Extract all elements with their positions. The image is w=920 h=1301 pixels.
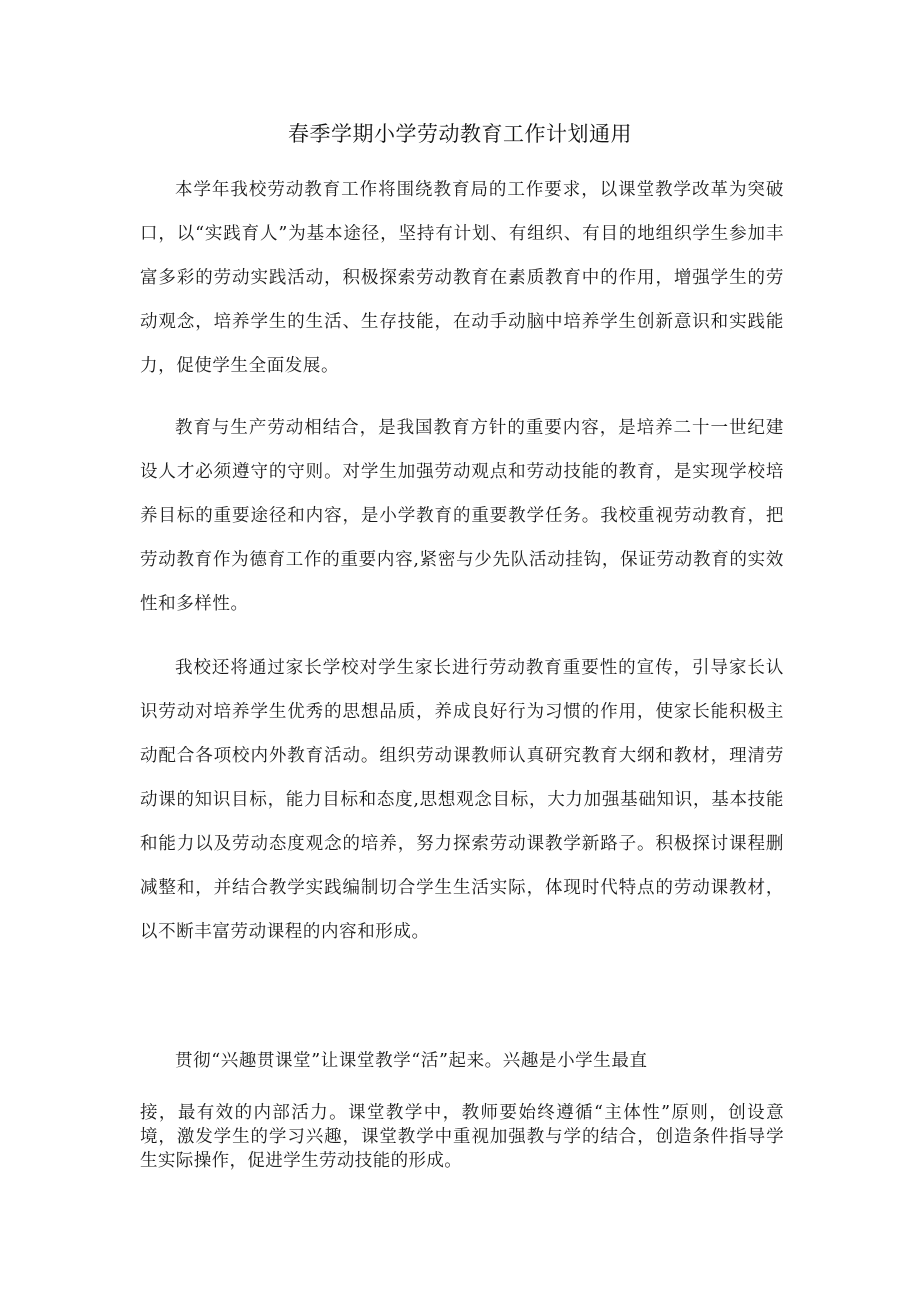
- paragraph-3: 我校还将通过家长学校对学生家长进行劳动教育重要性的宣传，引导家长认识劳动对培养学生优秀的思想品质，养成良好行为习惯的作用，使家长能积极主动配合各项校内外教育活动。组织劳动课教师认真研究教育大纲和教材，理清劳动课的知识目标，能力目标和态度,思想观念目标，大力加强基础知识，基本技能和能力以及劳动态度观念的培养，努力探索劳动课教学新路子。积极探讨课程删减整和，并结合教学实践编制切合学生生活实际，体现时代特点的劳动课教材，以不断丰富劳动课程的内容和形成。: [140, 658, 784, 942]
- paragraph-5: 接，最有效的内部活力。课堂教学中，教师要始终遵循“主体性”原则，创设意境，激发学生的学习兴趣，课堂教学中重视加强教与学的结合，创造条件指导学生实际操作，促进学生劳动技能的形成。: [140, 1103, 784, 1171]
- paragraph-1: 本学年我校劳动教育工作将围绕教育局的工作要求，以课堂教学改革为突破口，以“实践育人”为基本途径，坚持有计划、有组织、有目的地组织学生参加丰富多彩的劳动实践活动，积极探索劳动教育在素质教育中的作用，增强学生的劳动观念，培养学生的生活、生存技能，在动手动脑中培养学生创新意识和实践能力，促使学生全面发展。: [140, 180, 784, 376]
- paragraph-4: 贯彻“兴趣贯课堂”让课堂教学“活”起来。兴趣是小学生最直: [175, 1051, 648, 1071]
- document-title: 春季学期小学劳动教育工作计划通用: [288, 122, 632, 146]
- paragraph-2: 教育与生产劳动相结合，是我国教育方针的重要内容，是培养二十一世纪建设人才必须遵守的守则。对学生加强劳动观点和劳动技能的教育，是实现学校培养目标的重要途径和内容，是小学教育的重要教学任务。我校重视劳动教育，把劳动教育作为德育工作的重要内容,紧密与少先队活动挂钩，保证劳动教育的实效性和多样性。: [140, 418, 784, 614]
